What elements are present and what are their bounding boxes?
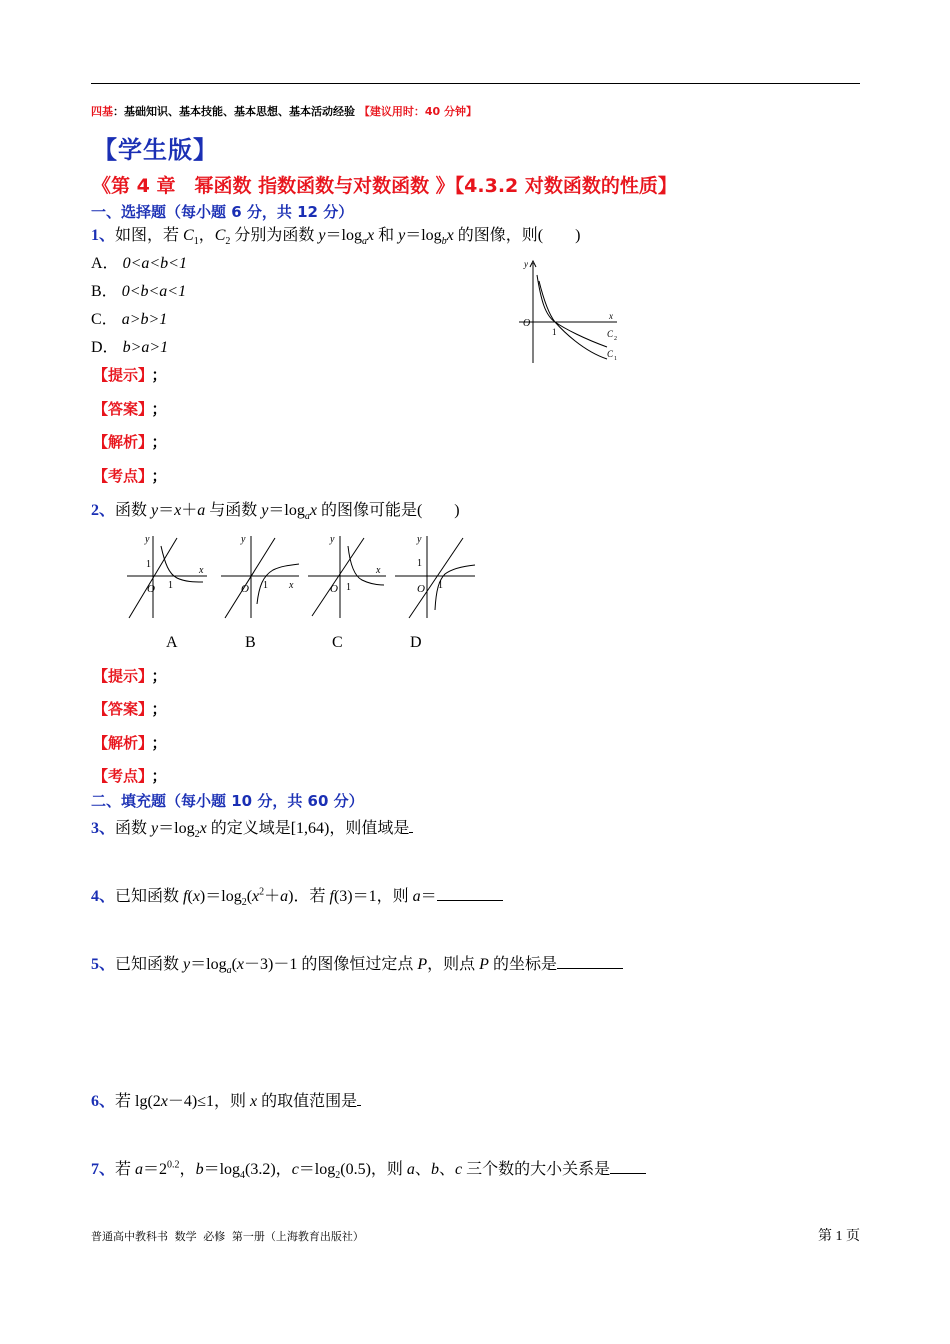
q2-hint-tag: 【提示】 ；: [93, 667, 167, 685]
q2-label-d[interactable]: D: [410, 634, 422, 651]
question-2-number: 2: [91, 502, 99, 519]
q3-answer-blank[interactable]: [409, 818, 413, 833]
question-6-number: 6: [91, 1093, 99, 1110]
header-line: [91, 103, 477, 119]
question-3-number: 3: [91, 820, 99, 837]
question-7: 7、若 $a=2^{0.2}$，$b=\log_4(3.2)$，$c=\log_2(0.5)$，则 a、b、c 三个数的大小关系是: [91, 1156, 646, 1181]
header-prefix: 四基: [91, 105, 113, 118]
question-6: 6、若 lg(2x－4)≤1，则 x 的取值范围是: [91, 1088, 361, 1111]
question-2: 2、函数 y＝x＋a 与函数 $y=\log_ax$ 的图像可能是( ): [91, 502, 460, 523]
chapter-title: 《第 4 章 幂函数 指数函数与对数函数 》【4.3.2 对数函数的性质】: [92, 175, 677, 197]
q5-answer-blank[interactable]: [557, 954, 623, 969]
section-fill-title: 二、填充题（每小题 10 分，共 60 分）: [91, 792, 364, 810]
q1-option-d[interactable]: D． b>a>1: [91, 339, 169, 356]
question-3: 3、函数 $y=\log_2x$ 的定义域是[1,64)，则值域是: [91, 815, 413, 840]
q2-label-b[interactable]: B: [245, 634, 256, 651]
q1-graph-c2-sub: 2: [614, 336, 617, 342]
q2-graph-d: [393, 530, 478, 622]
q2-label-c[interactable]: C: [332, 634, 343, 651]
q2-analysis-tag: 【解析】 ；: [93, 734, 167, 752]
question-5: 5、已知函数 $y=\log_a(x-3)-1$ 的图像恒过定点 P，则点 P 的坐标是: [91, 951, 623, 976]
svg-text:O: O: [147, 583, 155, 595]
svg-text:y: y: [241, 534, 246, 545]
header-time-note: 【建议用时：40 分钟】: [358, 105, 477, 118]
footer-page-number: 第 1 页: [818, 1229, 860, 1244]
q1-option-c[interactable]: C． a>b>1: [91, 311, 168, 328]
header-rule: [91, 83, 860, 84]
q1-hint-tag: 【提示】 ；: [93, 366, 167, 384]
footer-book-info: 普通高中教科书 数学 必修 第一册（上海教育出版社）: [91, 1230, 364, 1243]
svg-text:O: O: [241, 583, 249, 595]
svg-text:x: x: [289, 580, 294, 591]
question-7-number: 7: [91, 1161, 99, 1178]
svg-text:y: y: [417, 534, 422, 545]
svg-text:1: 1: [146, 559, 151, 570]
question-4: 4、已知函数 $f(x)=\log_2(x^2+a)$．若 f(3)＝1，则 a＝: [91, 883, 503, 908]
q6-answer-blank[interactable]: [357, 1091, 361, 1106]
q2-point-tag: 【考点】 ；: [93, 767, 167, 785]
svg-text:1: 1: [168, 580, 173, 591]
q7-answer-blank[interactable]: [610, 1159, 646, 1174]
q1-answer-tag: 【答案】 ；: [93, 400, 167, 418]
q1-graph-c1-sub: 1: [614, 356, 617, 362]
q1-analysis-tag: 【解析】 ；: [93, 433, 167, 451]
question-5-number: 5: [91, 956, 99, 973]
question-1-number: 1: [91, 227, 99, 244]
q1-option-b[interactable]: B． 0<b<a<1: [91, 283, 187, 300]
q1-graph-origin: O: [523, 318, 531, 329]
svg-text:O: O: [330, 583, 338, 595]
q1-graph-one: 1: [552, 327, 557, 337]
svg-text:1: 1: [263, 580, 268, 591]
q1-point-tag: 【考点】 ；: [93, 467, 167, 485]
q1-option-a[interactable]: A． 0<a<b<1: [91, 255, 187, 272]
section-choice-title: 一、选择题（每小题 6 分，共 12 分）: [91, 203, 354, 221]
svg-text:O: O: [417, 583, 425, 595]
q1-graph-c2: C: [607, 329, 614, 339]
question-4-number: 4: [91, 888, 99, 905]
q2-graph-a: [125, 530, 210, 622]
q4-answer-blank[interactable]: [437, 886, 503, 901]
svg-text:x: x: [199, 565, 204, 576]
q2-graph-c: [306, 530, 391, 622]
svg-text:x: x: [376, 565, 381, 576]
svg-text:1: 1: [417, 558, 422, 569]
edition-title: 【学生版】: [93, 136, 218, 164]
header-colon: ：: [113, 105, 124, 118]
q2-label-a[interactable]: A: [166, 634, 178, 651]
svg-text:y: y: [145, 534, 150, 545]
q1-graph-y-label: y: [524, 259, 528, 269]
svg-text:1: 1: [438, 580, 443, 591]
q1-graph-c1: C: [607, 349, 614, 359]
svg-text:1: 1: [346, 582, 351, 593]
q2-answer-tag: 【答案】 ；: [93, 700, 167, 718]
q1-graph-x-label: x: [609, 311, 613, 321]
question-1: 1、如图，若 $C_1$，$C_2$ 分别为函数 $y=\log_ax$ 和 $y=\log_bx$ 的图像，则( ): [91, 227, 581, 248]
svg-text:y: y: [330, 534, 335, 545]
q2-graph-b: [217, 530, 302, 622]
header-basics: 基础知识、基本技能、基本思想、基本活动经验: [124, 105, 355, 118]
q1-graph: [515, 255, 625, 367]
